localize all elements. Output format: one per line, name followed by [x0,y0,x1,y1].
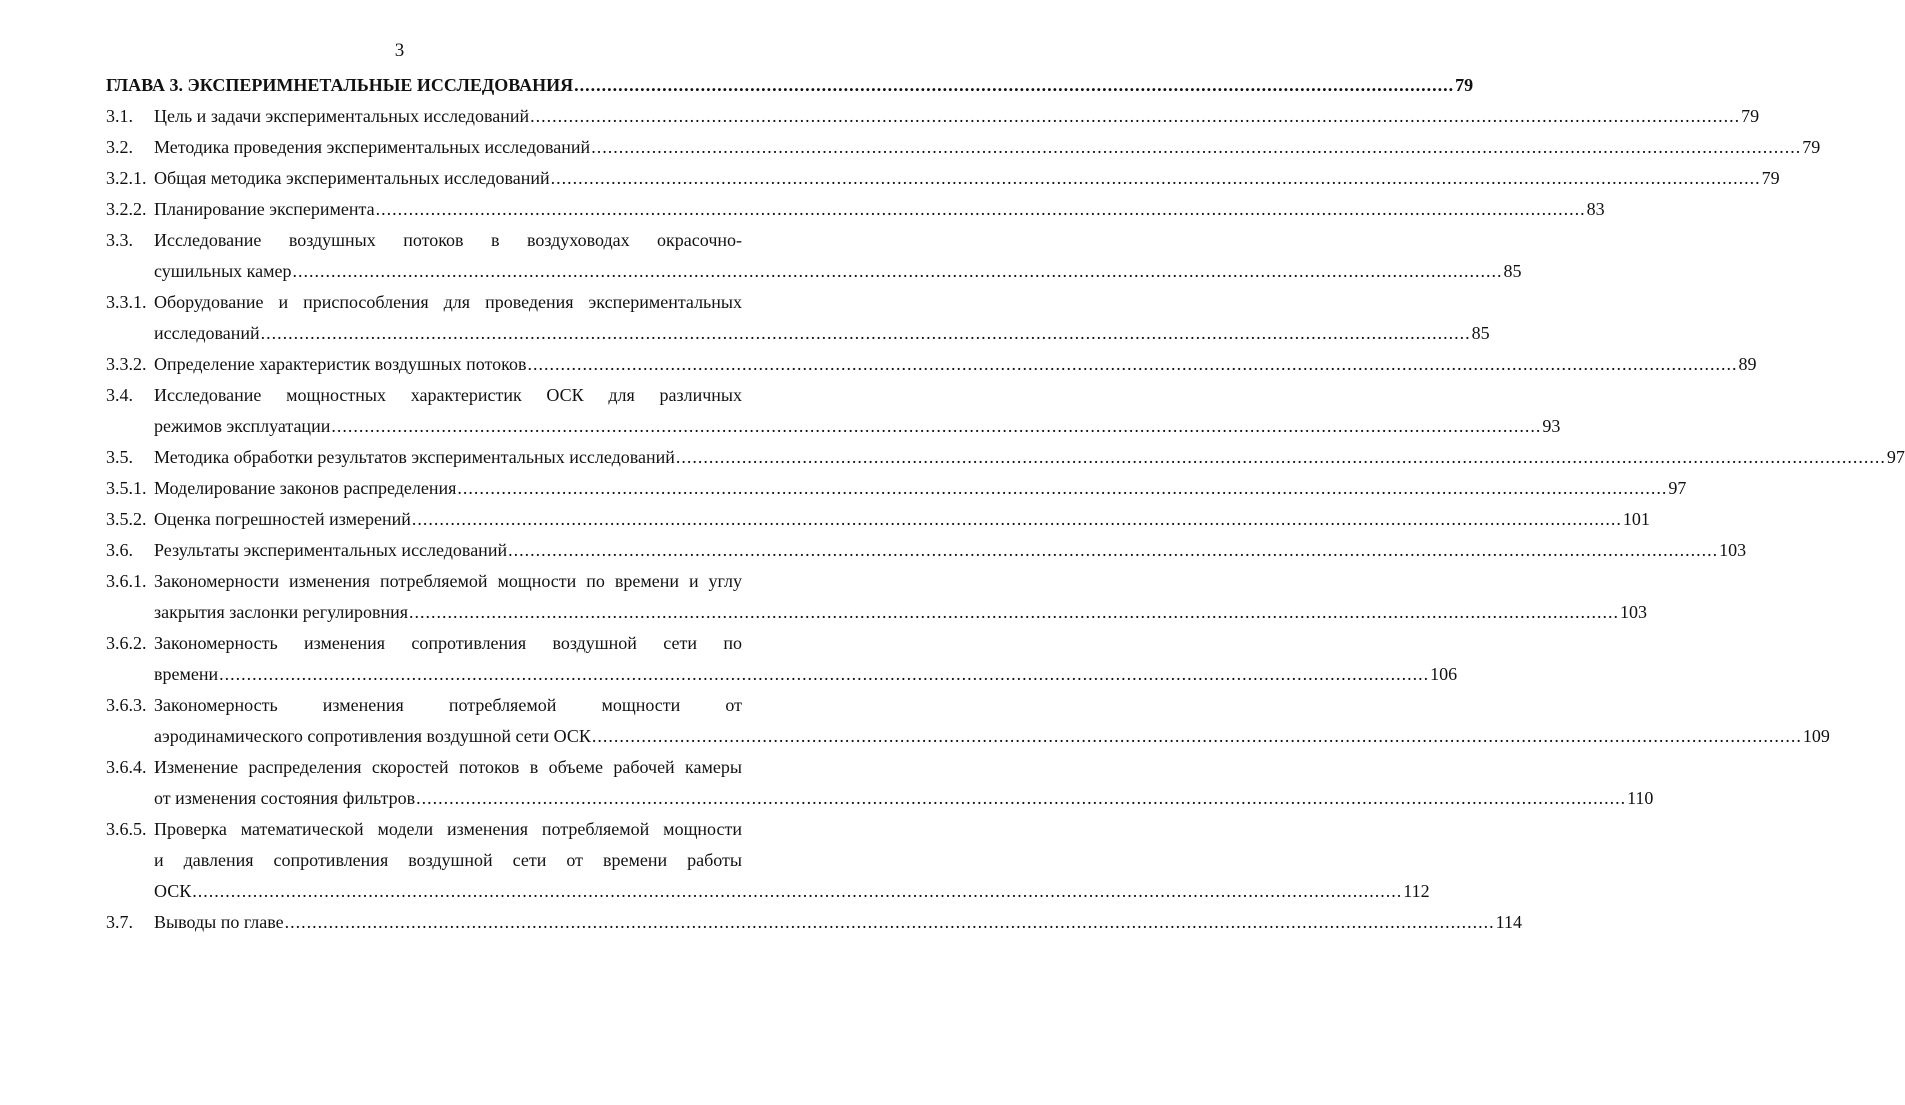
toc-entry[interactable] [106,132,1821,163]
dot-leader: ............................................................................................................................................................................................................................ [331,416,1542,436]
dot-leader: ................................................................................................................................................................ [574,75,1455,95]
section-title-line: Определение характеристик воздушных потоков [154,354,527,374]
section-title-line: Проверка математической модели изменения потребляемой мощности [154,819,742,839]
dot-leader: ............................................................................................................................................................................................................................ [219,664,1430,684]
section-title-line: Закономерность изменения сопротивления воздушной сети по [154,633,742,653]
section-title-line: аэродинамического сопротивления воздушной сети ОСК [154,726,591,746]
dot-leader: ............................................................................................................................................................................................................................ [409,602,1620,622]
section-page: 97 [1886,447,1905,467]
dot-leader: ............................................................................................................................................................................................................................ [375,199,1586,219]
section-page: 83 [1586,199,1605,219]
section-page: 103 [1719,540,1747,560]
toc-entry[interactable] [106,907,1523,938]
section-number: 3.3.2. [106,354,147,374]
section-page: 79 [1741,106,1760,126]
section-title-line: Оборудование и приспособления для проведения экспериментальных [154,292,742,312]
section-title-line: Изменение распределения скоростей потоков в объеме рабочей камеры [154,757,742,777]
dot-leader: ............................................................................................................................................................................................................................ [416,788,1627,808]
toc-entry[interactable] [106,504,1650,535]
section-title-line: Закономерности изменения потребляемой мощности по времени и углу [154,571,742,591]
toc-entry[interactable] [106,287,1490,349]
section-page: 97 [1668,478,1687,498]
dot-leader: ............................................................................................................................................................................................................................ [530,106,1741,126]
toc-entry[interactable] [106,690,1830,752]
section-number: 3.3.1. [106,292,147,312]
toc-entry[interactable] [106,194,1605,225]
toc-entry[interactable] [106,380,1561,442]
section-title-line: Цель и задачи экспериментальных исследований [154,106,530,126]
section-number: 3.1. [106,106,133,126]
section-title-line: Результаты экспериментальных исследований [154,540,508,560]
dot-leader: ............................................................................................................................................................................................................................ [411,509,1622,529]
toc-entry[interactable] [106,349,1757,380]
section-title-line: времени [154,664,219,684]
dot-leader: ............................................................................................................................................................................................................................ [527,354,1738,374]
dot-leader: ............................................................................................................................................................................................................................ [508,540,1719,560]
toc-entry[interactable] [106,535,1747,566]
section-title-line: сушильных камер [154,261,292,281]
section-title-line: закрытия заслонки регулировния [154,602,409,622]
section-title-line: режимов эксплуатации [154,416,331,436]
section-number: 3.2.2. [106,199,147,219]
section-number: 3.2.1. [106,168,147,188]
dot-leader: ............................................................................................................................................................................................................................ [260,323,1471,343]
section-number: 3.6.3. [106,695,147,715]
section-page: 79 [1761,168,1780,188]
section-number: 3.6.5. [106,819,147,839]
section-page: 109 [1802,726,1830,746]
section-title-line: Закономерность изменения потребляемой мощности от [154,695,742,715]
section-number: 3.4. [106,385,133,405]
section-page: 101 [1622,509,1650,529]
toc-entry[interactable] [106,101,1760,132]
toc-entry[interactable] [106,628,1458,690]
dot-leader: ............................................................................................................................................................................................................................ [292,261,1503,281]
section-page: 106 [1430,664,1458,684]
section-page: 103 [1620,602,1648,622]
section-title-line: Моделирование законов распределения [154,478,457,498]
section-page: 85 [1471,323,1490,343]
section-number: 3.6.2. [106,633,147,653]
section-number: 3.6. [106,540,133,560]
table-of-contents [106,70,1905,938]
chapter-page: 79 [1455,75,1474,95]
toc-entry[interactable] [106,814,1430,907]
dot-leader: ............................................................................................................................................................................................................................ [192,881,1403,901]
section-page: 110 [1627,788,1654,808]
toc-entry[interactable] [106,566,1648,628]
section-number: 3.5.2. [106,509,147,529]
dot-leader: ............................................................................................................................................................................................................................ [550,168,1761,188]
section-number: 3.6.1. [106,571,147,591]
dot-leader: ............................................................................................................................................................................................................................ [591,137,1802,157]
chapter-title: ГЛАВА 3. ЭКСПЕРИМНЕТАЛЬНЫЕ ИССЛЕДОВАНИЯ [106,75,574,95]
page-number: 3 [394,40,405,61]
toc-entry[interactable] [106,225,1522,287]
section-title-line: ОСК [154,881,192,901]
section-page: 93 [1542,416,1561,436]
toc-chapter-heading[interactable] [106,70,1474,101]
dot-leader: ............................................................................................................................................................................................................................ [284,912,1495,932]
section-page: 85 [1503,261,1522,281]
section-title-line: от изменения состояния фильтров [154,788,416,808]
section-number: 3.7. [106,912,133,932]
dot-leader: ............................................................................................................................................................................................................................ [591,726,1802,746]
toc-entry[interactable] [106,163,1780,194]
section-title-line: Исследование воздушных потоков в воздуховодах окрасочно- [154,230,742,250]
dot-leader: ............................................................................................................................................................................................................................ [675,447,1886,467]
section-title-line: Методика проведения экспериментальных исследований [154,137,591,157]
section-title-line: Исследование мощностных характеристик ОСК для различных [154,385,742,405]
section-title-line: Планирование эксперимента [154,199,375,219]
section-page: 112 [1403,881,1430,901]
section-title-line: исследований [154,323,260,343]
section-number: 3.3. [106,230,133,250]
section-number: 3.5. [106,447,133,467]
dot-leader: ............................................................................................................................................................................................................................ [457,478,1668,498]
section-title-line: и давления сопротивления воздушной сети от времени работы [154,850,742,870]
section-page: 114 [1495,912,1523,932]
section-page: 89 [1738,354,1757,374]
section-number: 3.5.1. [106,478,147,498]
section-title-line: Выводы по главе [154,912,284,932]
section-number: 3.2. [106,137,133,157]
toc-entry[interactable] [106,442,1905,473]
section-page: 79 [1802,137,1821,157]
section-title-line: Общая методика экспериментальных исследований [154,168,550,188]
toc-entry[interactable] [106,752,1654,814]
section-title-line: Методика обработки результатов экспериментальных исследований [154,447,675,467]
section-title-line: Оценка погрешностей измерений [154,509,411,529]
section-number: 3.6.4. [106,757,147,777]
toc-entry[interactable] [106,473,1687,504]
